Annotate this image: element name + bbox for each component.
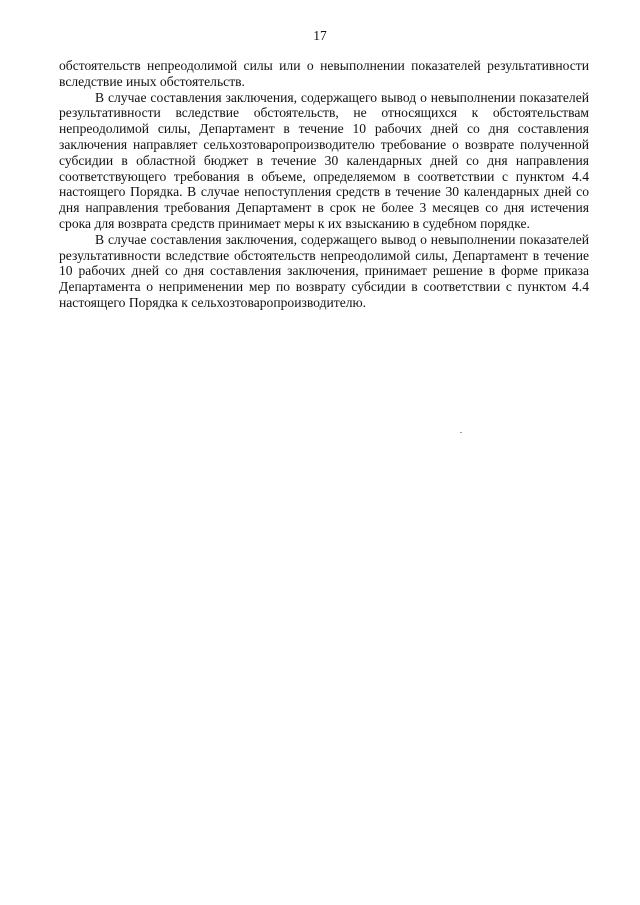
document-body <box>59 58 589 311</box>
paragraph-force-majeure-decision: В случае составления заключения, содержащего вывод о невыполнении показателей результативности вследствие обстоятельств непреодолимой силы, Департамент в течение 10 рабочих дней со дня составления заключения, принимает решение в форме приказа Департамента о неприменении мер по возврату субсидии в соответствии с пунктом 4.4 настоящего Порядка к сельхозтоваропроизводителю. <box>59 231 589 310</box>
page-number: 17 <box>313 28 327 43</box>
paragraph-refund-requirement: В случае составления заключения, содержащего вывод о невыполнении показателей результативности вследствие обстоятельств, не относящихся к обстоятельствам непреодолимой силы, Департамент в течение 10 рабочих дней со дня составления заключения направляет сельхозтоваропроизводителю требование о возврате полученной субсидии в областной бюджет в течение 30 календарных дней со дня направления соответствующего требования в объеме, определяемом в соответствии с пунктом 4.4 настоящего Порядка. В случае непоступления средств в течение 30 календарных дней со дня направления требования Департамент в срок не более 3 месяцев со дня истечения срока для возврата средств принимает меры к их взысканию в судебном порядке. <box>59 89 589 231</box>
scan-artifact <box>460 432 462 433</box>
paragraph-continuation: обстоятельств непреодолимой силы или о невыполнении показателей результативности вследствие иных обстоятельств. <box>59 58 589 89</box>
